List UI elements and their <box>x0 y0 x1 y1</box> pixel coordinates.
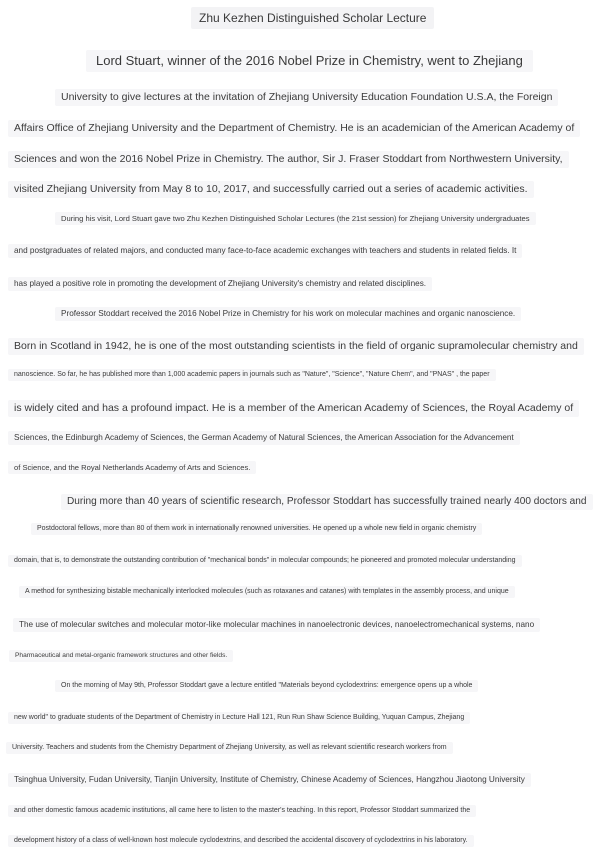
text-line: Born in Scotland in 1942, he is one of the most outstanding scientists in the field of organic supramolecular chemistry and <box>8 338 584 355</box>
text-line: University to give lectures at the invitation of Zhejiang University Education Foundation U.S.A, the Foreign <box>55 89 558 106</box>
text-line: Sciences, the Edinburgh Academy of Sciences, the German Academy of Natural Sciences, the American Association for the Advancement <box>8 431 520 445</box>
text-line: and postgraduates of related majors, and conducted many face-to-face academic exchanges with teachers and students in related fields. It <box>8 244 522 258</box>
text-line: of Science, and the Royal Netherlands Academy of Arts and Sciences. <box>8 461 256 474</box>
page-title: Zhu Kezhen Distinguished Scholar Lecture <box>191 7 434 29</box>
text-line: A method for synthesizing bistable mechanically interlocked molecules (such as rotaxanes and catanes) with templates in the assembly process, and unique <box>19 586 515 598</box>
text-line: nanoscience. So far, he has published more than 1,000 academic papers in journals such as "Nature", "Science", "Nature Chem", and "PNAS" , the paper <box>8 369 496 381</box>
text-line: and other domestic famous academic institutions, all came here to listen to the master's teaching. In this report, Professor Stoddart summarized the <box>8 805 476 817</box>
text-line: Postdoctoral fellows, more than 80 of them work in internationally renowned universities. He opened up a whole new field in organic chemistry <box>31 523 482 535</box>
text-line: Tsinghua University, Fudan University, Tianjin University, Institute of Chemistry, Chinese Academy of Sciences, Hangzhou Jiaotong University <box>8 773 531 787</box>
text-line: is widely cited and has a profound impact. He is a member of the American Academy of Sciences, the Royal Academy of <box>8 400 579 417</box>
text-line: Sciences and won the 2016 Nobel Prize in Chemistry. The author, Sir J. Fraser Stoddart from Northwestern University, <box>8 151 569 168</box>
text-line: new world" to graduate students of the Department of Chemistry in Lecture Hall 121, Run Run Shaw Science Building, Yuquan Campus, Zhejiang <box>8 712 470 724</box>
text-line: Pharmaceutical and metal-organic framework structures and other fields. <box>9 650 233 662</box>
page-subtitle: Lord Stuart, winner of the 2016 Nobel Prize in Chemistry, went to Zhejiang <box>86 50 533 72</box>
text-line: University. Teachers and students from the Chemistry Department of Zhejiang University, as well as relevant scientific research workers from <box>6 742 453 754</box>
text-line: domain, that is, to demonstrate the outstanding contribution of "mechanical bonds" in molecular compounds; he pioneered and promoted molecular understanding <box>8 555 522 567</box>
text-line: visited Zhejiang University from May 8 to 10, 2017, and successfully carried out a series of academic activities. <box>8 181 534 198</box>
text-line: Affairs Office of Zhejiang University and the Department of Chemistry. He is an academician of the American Academy of <box>8 120 580 137</box>
text-line: development history of a class of well-known host molecule cyclodextrins, and described the accidental discovery of cyclodextrins in his laboratory. <box>8 835 474 847</box>
text-line: has played a positive role in promoting the development of Zhejiang University's chemistry and related disciplines. <box>8 277 432 291</box>
text-line: During more than 40 years of scientific research, Professor Stoddart has successfully trained nearly 400 doctors and <box>61 494 593 510</box>
text-line: The use of molecular switches and molecular motor-like molecular machines in nanoelectronic devices, nanoelectromechanical systems, nano <box>13 618 540 632</box>
text-line: Professor Stoddart received the 2016 Nobel Prize in Chemistry for his work on molecular machines and organic nanoscience. <box>55 307 521 321</box>
text-line: During his visit, Lord Stuart gave two Zhu Kezhen Distinguished Scholar Lectures (the 21st session) for Zhejiang University undergraduates <box>55 212 536 225</box>
text-line: On the morning of May 9th, Professor Stoddart gave a lecture entitled "Materials beyond cyclodextrins: emergence opens up a whole <box>55 680 478 692</box>
